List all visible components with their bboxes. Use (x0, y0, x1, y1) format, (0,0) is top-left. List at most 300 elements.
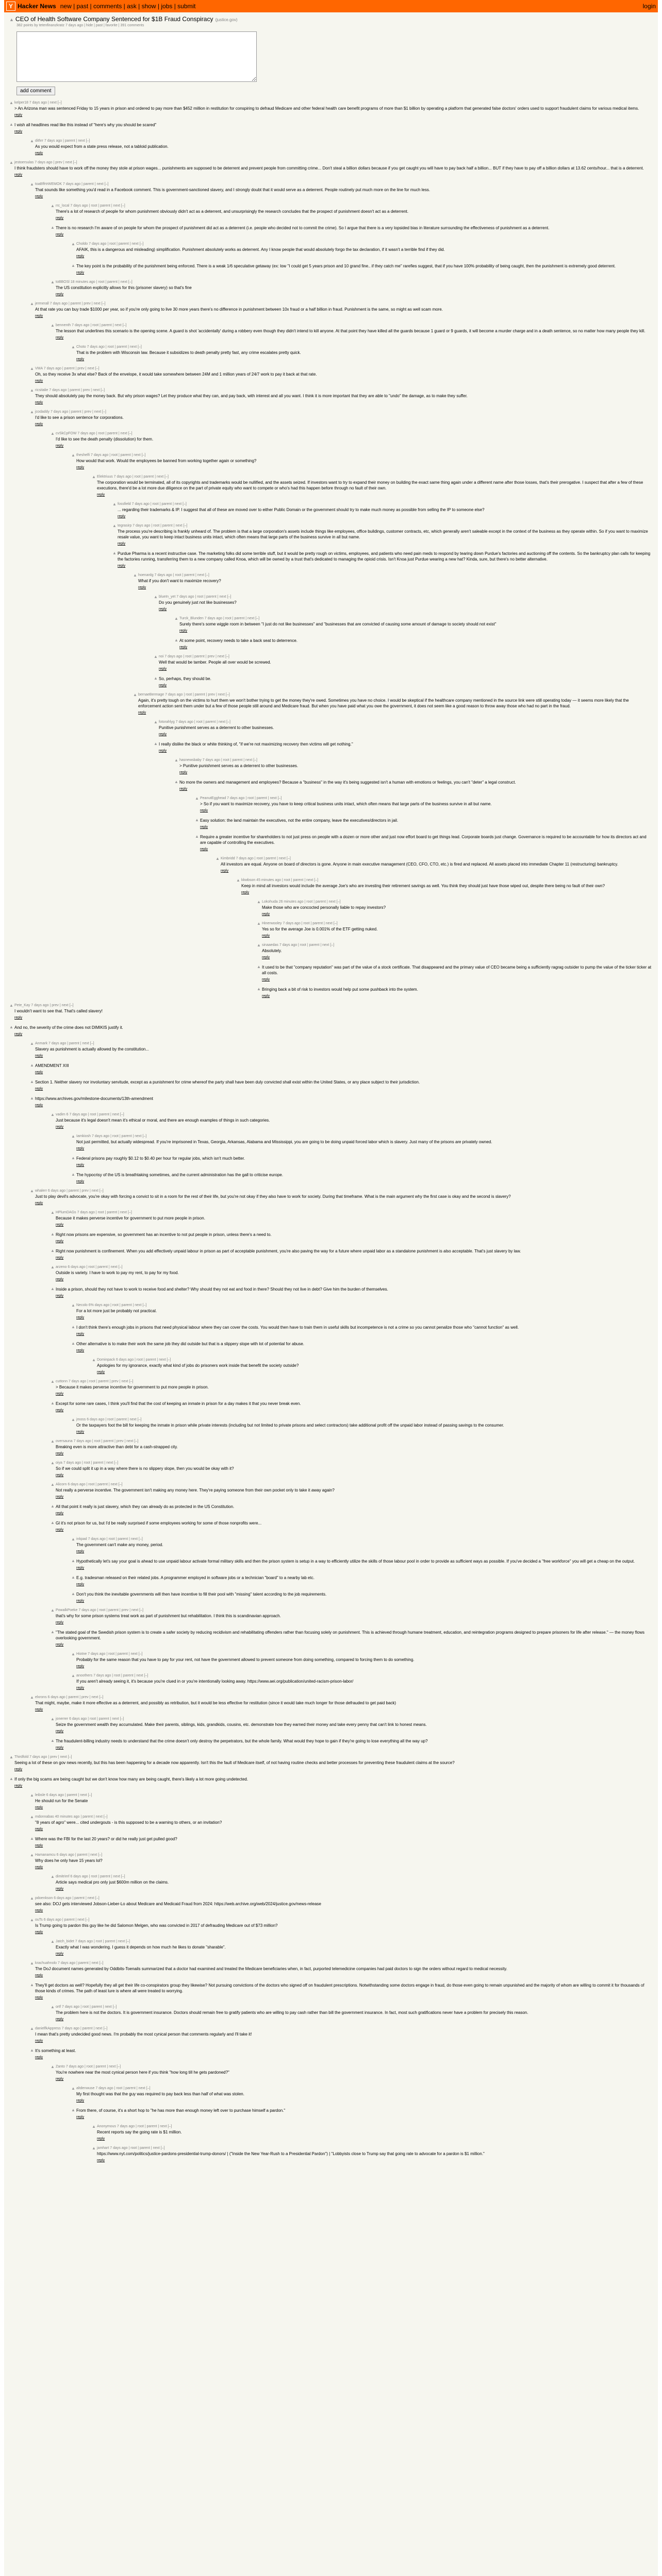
reply-link[interactable]: reply (56, 1528, 64, 1532)
reply-link[interactable]: reply (56, 444, 64, 448)
comment-upvote-icon[interactable]: ▲ (71, 1558, 75, 1563)
reply-link[interactable]: reply (76, 1566, 85, 1570)
comment-meta[interactable]: Alicorn 6 days ago | root | parent | next [–] (56, 1483, 123, 1486)
comment-upvote-icon[interactable]: ▲ (154, 595, 158, 599)
reply-link[interactable]: reply (76, 1180, 85, 1183)
comment-meta[interactable]: kelper18 7 days ago | next [–] (14, 101, 62, 105)
comment-upvote-icon[interactable]: ▲ (30, 366, 34, 371)
comment-meta[interactable]: dithrr 7 days ago | parent | next [–] (35, 139, 90, 143)
comment-meta[interactable]: bernaeBermage 7 days ago | root | parent | prev | next [–] (138, 693, 230, 697)
reply-link[interactable]: reply (35, 1708, 43, 1711)
reply-link[interactable]: reply (159, 749, 167, 753)
reply-link[interactable]: reply (35, 2056, 43, 2059)
comment-upvote-icon[interactable]: ▲ (51, 431, 55, 436)
comment-meta[interactable]: hasnewsbaby 7 days ago | root | parent | next [–] (179, 758, 257, 762)
comment-upvote-icon[interactable]: ▲ (51, 1248, 55, 1253)
comment-upvote-icon[interactable]: ▲ (71, 1537, 75, 1541)
comment-meta[interactable]: Turck_Blunden 7 days ago | root | parent | next [–] (179, 617, 260, 620)
comment-meta[interactable]: inkpad 7 days ago | root | parent | next [–] (76, 1537, 143, 1541)
reply-link[interactable]: reply (14, 113, 23, 117)
comment-meta[interactable]: HPlumDAGs 7 days ago | root | parent | next [–] (56, 1211, 132, 1214)
reply-link[interactable]: reply (56, 1512, 64, 1515)
comment-body (76, 1303, 653, 1320)
comment-upvote-icon[interactable]: ▲ (71, 263, 75, 268)
reply-link[interactable]: reply (76, 1550, 85, 1553)
reply-link[interactable]: reply (56, 1887, 64, 1891)
comment-upvote-icon[interactable]: ▲ (257, 943, 261, 947)
reply-link[interactable]: reply (76, 271, 85, 275)
comment-upvote-icon[interactable]: ▲ (51, 1630, 55, 1634)
comment-upvote-icon[interactable]: ▲ (71, 1575, 75, 1580)
comment-upvote-icon[interactable]: ▲ (71, 2108, 75, 2112)
comment-meta[interactable]: mdonnabas 40 minutes ago | parent | next [–] (35, 1815, 108, 1819)
comment-upvote-icon[interactable]: ▲ (133, 573, 137, 578)
comment-upvote-icon[interactable]: ▲ (51, 1286, 55, 1291)
reply-link[interactable]: reply (35, 1909, 43, 1912)
comment-upvote-icon[interactable]: ▲ (30, 1793, 34, 1798)
comment-text: Except for some rare cases, I think you'll find that the cost of keeping an inmate in prison for a day makes it that you never break even. (56, 1401, 301, 1406)
comment-meta[interactable]: noi 7 days ago | root | parent | prev | next [–] (159, 655, 229, 658)
nav-link-group[interactable]: new | past | comments | ask | show | jobs | submit (60, 3, 196, 10)
comment-upvote-icon[interactable]: ▲ (51, 2064, 55, 2069)
reply-link[interactable]: reply (76, 1686, 85, 1690)
comment-upvote-icon[interactable]: ▲ (51, 1738, 55, 1743)
comment-upvote-icon[interactable]: ▲ (51, 1379, 55, 1384)
comment-upvote-icon[interactable]: ▲ (71, 1341, 75, 1346)
comment-meta[interactable]: jonerrer 6 days ago | root | parent | next [–] (56, 1717, 124, 1721)
comment-upvote-icon[interactable]: ▲ (9, 1776, 13, 1781)
comment-upvote-icon[interactable]: ▲ (51, 1439, 55, 1444)
comment-meta[interactable]: Hamanamcu 6 days ago | parent | next [–] (35, 1853, 103, 1857)
comment-upvote-icon[interactable]: ▲ (71, 1673, 75, 1678)
comment-upvote-icon[interactable]: ▲ (30, 139, 34, 143)
comment-meta[interactable]: cvSkCpFOW 7 days ago | root | parent | next [–] (56, 432, 133, 435)
comment-upvote-icon[interactable]: ▲ (9, 160, 13, 165)
comment-item (71, 242, 653, 259)
reply-link[interactable]: reply (138, 586, 146, 589)
comment-body (14, 1755, 653, 1772)
reply-link[interactable]: reply (76, 1332, 85, 1336)
reply-link[interactable]: reply (138, 711, 146, 715)
comment-upvote-icon[interactable]: ▲ (174, 758, 178, 762)
comment-upvote-icon[interactable]: ▲ (51, 1482, 55, 1487)
comment-upvote-icon[interactable]: ▲ (71, 1303, 75, 1308)
comment-meta[interactable]: bennenth 7 days ago | root | parent | next [–] (56, 324, 127, 327)
comment-meta[interactable]: kkwbson 45 minutes ago | root | parent | next [–] (241, 878, 319, 882)
comment-meta[interactable]: whalerr 6 days ago | parent | prev | next [–] (35, 1189, 104, 1193)
comment-meta[interactable]: leibsle 6 days ago | parent | next [–] (35, 1793, 92, 1797)
comment-body (97, 2146, 653, 2163)
reply-link[interactable]: reply (56, 2077, 64, 2081)
comment-upvote-icon[interactable]: ▲ (154, 654, 158, 659)
comment-meta[interactable]: Choto 7 days ago | root | parent | next [–] (76, 345, 142, 349)
comment-item (195, 834, 653, 852)
comment-meta[interactable]: danielfkAppress 7 days ago | parent | next [–] (35, 2027, 108, 2030)
reply-link[interactable]: reply (76, 1583, 85, 1586)
reply-link[interactable]: reply (35, 1866, 43, 1869)
comment-upvote-icon[interactable]: ▲ (30, 1982, 34, 1987)
comment-upvote-icon[interactable]: ▲ (51, 1717, 55, 1721)
story-title[interactable]: CEO of Health Software Company Sentenced for $1B Fraud Conspiracy (15, 15, 213, 23)
comment-meta[interactable]: altdenwuse 7 days ago | root | parent | next [–] (76, 2087, 151, 2090)
comment-meta[interactable]: Iamkiosh 7 days ago | root | parent | next [–] (76, 1134, 147, 1138)
story-domain[interactable]: (justice.gov) (215, 18, 238, 22)
reply-link[interactable]: reply (35, 1071, 43, 1074)
comment-upvote-icon[interactable]: ▲ (30, 301, 34, 306)
comment-upvote-icon[interactable]: ▲ (51, 323, 55, 328)
comment-upvote-icon[interactable]: ▲ (51, 1520, 55, 1525)
comment-meta[interactable]: ricsitalie 7 days ago | parent | prev | next [–] (35, 388, 105, 392)
comment-meta[interactable]: krachuahnolo 7 days ago | parent | next [–] (35, 1961, 104, 1965)
reply-link[interactable]: reply (97, 2159, 105, 2162)
comment-upvote-icon[interactable]: ▲ (51, 1608, 55, 1613)
comment-upvote-icon[interactable]: ▲ (154, 720, 158, 724)
reply-link[interactable]: reply (56, 1125, 64, 1129)
reply-link[interactable]: reply (76, 255, 85, 258)
reply-link[interactable]: reply (262, 934, 270, 938)
comment-upvote-icon[interactable]: ▲ (51, 204, 55, 208)
reply-link[interactable]: reply (97, 1370, 105, 1374)
comment-meta[interactable]: Kimbridd 7 days ago | root | parent | next [–] (221, 857, 291, 860)
reply-link[interactable]: reply (35, 1844, 43, 1848)
reply-link[interactable]: reply (56, 233, 64, 236)
comment-meta[interactable]: jermerall 7 days ago | parent | prev | next [–] (35, 302, 106, 306)
comment-upvote-icon[interactable]: ▲ (30, 2026, 34, 2031)
reply-link[interactable]: reply (179, 771, 188, 774)
comment-upvote-icon[interactable]: ▲ (195, 796, 199, 801)
reply-link[interactable]: reply (35, 1827, 43, 1831)
comment-upvote-icon[interactable]: ▲ (51, 280, 55, 284)
reply-link[interactable]: reply (179, 629, 188, 633)
reply-link[interactable]: reply (56, 1643, 64, 1647)
comment-upvote-icon[interactable]: ▲ (71, 242, 75, 246)
comment-meta[interactable]: Jatch_bidet 7 days ago | root | parent | next [–] (56, 1940, 130, 1943)
comment-upvote-icon[interactable]: ▲ (71, 2086, 75, 2091)
comment-upvote-icon[interactable]: ▲ (71, 453, 75, 457)
comment-meta[interactable]: anoothers 7 days ago | root | parent | next [–] (76, 1674, 148, 1677)
comment-meta[interactable]: ortf 7 days ago | root | parent | next [–] (56, 2005, 117, 2009)
comment-upvote-icon[interactable]: ▲ (92, 474, 96, 479)
comment-upvote-icon[interactable]: ▲ (51, 1401, 55, 1405)
reply-link[interactable]: reply (35, 1087, 43, 1091)
comment-upvote-icon[interactable]: ▲ (51, 1504, 55, 1509)
comment-meta[interactable]: Zanto 7 days ago | root | parent | next [–] (56, 2065, 121, 2069)
comment-upvote-icon[interactable]: ▲ (9, 1025, 13, 1029)
reply-link[interactable]: reply (76, 1163, 85, 1167)
comment-upvote-icon[interactable]: ▲ (51, 1939, 55, 1944)
comment-meta[interactable]: Necolo 6% days ago | root | parent | next [–] (76, 1303, 147, 1307)
comment-upvote-icon[interactable]: ▲ (174, 638, 178, 642)
reply-link[interactable]: reply (56, 1452, 64, 1455)
comment-upvote-icon[interactable]: ▲ (174, 779, 178, 784)
reply-link[interactable]: reply (35, 1806, 43, 1809)
comment-meta[interactable]: dimitrimf 6 days ago | root | parent | next [–] (56, 1875, 125, 1878)
comment-upvote-icon[interactable]: ▲ (30, 1918, 34, 1922)
reply-link[interactable]: reply (159, 667, 167, 671)
comment-item (195, 796, 653, 813)
comment-upvote-icon[interactable]: ▲ (30, 1695, 34, 1700)
comment-meta[interactable]: Anmark 7 days ago | parent | next [–] (35, 1042, 94, 1045)
comment-meta[interactable]: jamhart 7 days ago | root | parent | next [–] (97, 2146, 165, 2150)
comment-upvote-icon[interactable]: ▲ (51, 1232, 55, 1236)
comment-meta[interactable]: jmoss 6 days ago | root | parent | next [–] (76, 1418, 142, 1421)
reply-link[interactable]: reply (241, 891, 250, 894)
reply-link[interactable]: reply (56, 1278, 64, 1281)
reply-link[interactable]: reply (56, 336, 64, 340)
reply-link[interactable]: reply (97, 2137, 105, 2141)
comment-upvote-icon[interactable]: ▲ (71, 1652, 75, 1656)
comment-upvote-icon[interactable]: ▲ (154, 676, 158, 681)
reply-link[interactable]: reply (56, 1240, 64, 1243)
comment-upvote-icon[interactable]: ▲ (51, 225, 55, 230)
reply-link[interactable]: reply (56, 1746, 64, 1750)
comment-upvote-icon[interactable]: ▲ (195, 834, 199, 839)
comment-text: So if we could split it up in a way where there is no slippery slope, then you would be okay with it? (56, 1466, 234, 1471)
reply-link[interactable]: reply (56, 216, 64, 220)
comment-meta[interactable]: PeanutEgghead 7 days ago | root | parent | next [–] (200, 796, 282, 800)
reply-link[interactable]: reply (221, 869, 229, 873)
comment-upvote-icon[interactable]: ▲ (30, 1853, 34, 1857)
comment-upvote-icon[interactable]: ▲ (112, 551, 117, 555)
comment-upvote-icon[interactable]: ▲ (92, 2124, 96, 2129)
comment-textarea[interactable] (16, 31, 257, 82)
reply-link[interactable]: reply (200, 809, 208, 812)
comment-meta[interactable]: arzeno 6 days ago | root | parent | next [–] (56, 1265, 123, 1269)
reply-link[interactable]: reply (179, 787, 188, 791)
comment-upvote-icon[interactable]: ▲ (257, 900, 261, 904)
comment-meta[interactable]: fotorahlyg 7 days ago | root | parent | next [–] (159, 720, 230, 724)
comment-meta[interactable]: Elektriuus 7 days ago | root | parent | next [–] (97, 475, 169, 479)
reply-link[interactable]: reply (159, 607, 167, 611)
comment-meta[interactable]: elxrons 6 days ago | parent | prev | next [–] (35, 1696, 104, 1699)
comment-meta[interactable]: PowalkPoeke 7 days ago | root | parent | prev | next [–] (56, 1608, 143, 1612)
reply-link[interactable]: reply (35, 401, 43, 404)
reply-link[interactable]: reply (56, 1294, 64, 1298)
comment-meta[interactable]: cuttonn 7 days ago | root | parent | prev | next [–] (56, 1380, 134, 1383)
reply-link[interactable]: reply (76, 1430, 85, 1434)
reply-link[interactable]: reply (159, 733, 167, 736)
reply-link[interactable]: reply (56, 1409, 64, 1412)
comment-upvote-icon[interactable]: ▲ (92, 1358, 96, 1362)
reply-link[interactable]: reply (56, 1256, 64, 1260)
comment-upvote-icon[interactable]: ▲ (30, 1961, 34, 1965)
comment-upvote-icon[interactable]: ▲ (112, 502, 117, 506)
reply-link[interactable]: reply (56, 1952, 64, 1956)
comment-meta[interactable]: toaBffrtrWEMOK 7 days ago | parent | next [–] (35, 182, 109, 186)
comment-text: I wish all headlines read like this instead of "here's why you should be scared" (14, 123, 157, 127)
comment-text: > So if you want to maximize recovery, you have to keep critical business units intact, which often means that large parts of the business survive in all but name. (200, 802, 492, 806)
reply-link[interactable]: reply (56, 1473, 64, 1477)
comment-meta[interactable]: Choldo 7 days ago | root | parent | next [–] (76, 242, 144, 246)
comment-meta[interactable]: Anonymous 7 days ago | root | parent | next [–] (97, 2125, 172, 2128)
comment-text: That sounds like something you'd read in a Facebook comment. This is government-sanctioned slavery, and I strongly doubt that it would serve as a deterrent. People routinely put much more on the line for much less. (35, 188, 431, 192)
comment-upvote-icon[interactable]: ▲ (71, 1591, 75, 1596)
reply-link[interactable]: reply (35, 151, 43, 155)
comment-upvote-icon[interactable]: ▲ (9, 1755, 13, 1759)
comment-meta[interactable]: jcodaddy 7 days ago | parent | prev | next [–] (35, 410, 106, 414)
comment-upvote-icon[interactable]: ▲ (133, 692, 137, 697)
comment-upvote-icon[interactable]: ▲ (257, 921, 261, 926)
reply-link[interactable]: reply (262, 956, 270, 959)
reply-link[interactable]: reply (118, 564, 126, 568)
reply-link[interactable]: reply (262, 978, 270, 981)
comment-upvote-icon[interactable]: ▲ (71, 1325, 75, 1329)
comment-text: Do you genuinely just not like businesses? (159, 600, 237, 605)
comment-meta[interactable]: VMA 7 days ago | parent | prev | next [–] (35, 367, 100, 370)
comment-upvote-icon[interactable]: ▲ (51, 1874, 55, 1879)
comment-meta[interactable]: vadim 6 7 days ago | root | parent | next [–] (56, 1113, 124, 1116)
reply-link[interactable]: reply (35, 1930, 43, 1934)
comment-upvote-icon[interactable]: ▲ (51, 2005, 55, 2009)
comment-meta[interactable]: oiya 7 days ago | root | parent | next [–] (56, 1461, 119, 1465)
comment-meta[interactable]: sinaaedas 7 days ago | root | parent | next [–] (262, 943, 335, 947)
reply-link[interactable]: reply (76, 466, 85, 469)
comment-item (51, 1286, 653, 1298)
reply-link[interactable]: reply (76, 1316, 85, 1319)
reply-link[interactable]: reply (35, 1974, 43, 1977)
comment-meta[interactable]: blueIn_yet 7 days ago | root | parent | next [–] (159, 595, 231, 599)
reply-link[interactable]: reply (14, 130, 23, 133)
comment-meta[interactable]: theshelfi 7 days ago | root | parent | next [–] (76, 453, 146, 457)
login-link[interactable]: login (642, 3, 656, 10)
comment-text: Is Trump going to pardon this guy like he did Salomon Melgen, who was convicted in 2017 of defrauding Medicare out of $73 million? (35, 1923, 278, 1928)
reply-link[interactable]: reply (56, 1621, 64, 1624)
comment-upvote-icon[interactable]: ▲ (236, 878, 240, 883)
comment-upvote-icon[interactable]: ▲ (71, 1156, 75, 1160)
site-name[interactable]: Hacker News (18, 3, 56, 10)
reply-link[interactable]: reply (14, 1784, 23, 1788)
reply-link[interactable]: reply (76, 2099, 85, 2103)
reply-link[interactable]: reply (56, 1730, 64, 1733)
comment-upvote-icon[interactable]: ▲ (71, 1172, 75, 1177)
comment-upvote-icon[interactable]: ▲ (174, 616, 178, 621)
comment-upvote-icon[interactable]: ▲ (51, 1112, 55, 1117)
comment-upvote-icon[interactable]: ▲ (71, 1417, 75, 1422)
reply-link[interactable]: reply (35, 1054, 43, 1058)
comment-upvote-icon[interactable]: ▲ (257, 964, 261, 969)
reply-link[interactable]: reply (14, 1768, 23, 1771)
comment-meta[interactable]: hoenardg 7 days ago | root | parent | next [–] (138, 573, 209, 577)
comment-item (92, 2124, 653, 2141)
reply-link[interactable]: reply (35, 1104, 43, 1107)
reply-link[interactable]: reply (76, 1147, 85, 1150)
comment-text: So, perhaps, they should be. (159, 676, 211, 681)
comment-meta[interactable]: toBBOSl 18 minutes ago | root | parent | next [–] (56, 280, 133, 284)
reply-link[interactable]: reply (56, 1495, 64, 1499)
add-comment-button[interactable]: add comment (16, 87, 55, 95)
comment-upvote-icon[interactable]: ▲ (30, 1041, 34, 1046)
reply-link[interactable]: reply (97, 493, 105, 497)
comment-upvote-icon[interactable]: ▲ (30, 388, 34, 393)
comment-meta[interactable]: oversauna 7 days ago | root | parent | prev | next [–] (56, 1439, 139, 1443)
comment-upvote-icon[interactable]: ▲ (216, 856, 220, 861)
reply-link[interactable]: reply (76, 2115, 85, 2119)
comment-meta[interactable]: Dominpack 6 days ago | root | parent | next [–] (97, 1358, 171, 1362)
comment-upvote-icon[interactable]: ▲ (92, 2146, 96, 2150)
comment-upvote-icon[interactable]: ▲ (30, 1063, 34, 1067)
comment-upvote-icon[interactable]: ▲ (9, 100, 13, 105)
reply-link[interactable]: reply (262, 994, 270, 998)
reply-link[interactable]: reply (35, 2039, 43, 2043)
reply-link[interactable]: reply (35, 379, 43, 383)
comment-meta[interactable]: ouTs 6 days ago | parent | next [–] (35, 1918, 90, 1922)
reply-link[interactable]: reply (56, 1392, 64, 1396)
comment-upvote-icon[interactable]: ▲ (154, 741, 158, 746)
comment-upvote-icon[interactable]: ▲ (9, 122, 13, 127)
comment-body (35, 2026, 653, 2043)
comment-upvote-icon[interactable]: ▲ (30, 1896, 34, 1901)
reply-link[interactable]: reply (14, 173, 23, 177)
reply-link[interactable]: reply (200, 825, 208, 829)
reply-link[interactable]: reply (35, 1201, 43, 1205)
comment-upvote-icon[interactable]: ▲ (257, 987, 261, 991)
comment-meta[interactable]: jestoersulas 7 days ago | prev | next [–] (14, 161, 77, 164)
comment-text: Slavery as punishment is actually allowed by the constitution... (35, 1047, 150, 1052)
reply-link[interactable]: reply (35, 1996, 43, 1999)
comment-upvote-icon[interactable]: ▲ (51, 1265, 55, 1269)
comment-meta[interactable]: Hiotne 7 days ago | root | parent | next [–] (76, 1652, 143, 1656)
reply-link[interactable]: reply (159, 684, 167, 687)
comment-meta[interactable]: Pete_Kay 7 days ago | prev | next [–] (14, 1004, 74, 1007)
reply-link[interactable]: reply (76, 1665, 85, 1668)
reply-link[interactable]: reply (35, 314, 43, 318)
reply-link[interactable]: reply (35, 195, 43, 198)
comment-upvote-icon[interactable]: ▲ (30, 182, 34, 187)
hn-logo[interactable]: Y (6, 2, 15, 11)
comment-upvote-icon[interactable]: ▲ (9, 1003, 13, 1008)
comment-upvote-icon[interactable]: ▲ (30, 1815, 34, 1819)
comment-upvote-icon[interactable]: ▲ (30, 2048, 34, 2053)
reply-link[interactable]: reply (56, 1223, 64, 1227)
comment-upvote-icon[interactable]: ▲ (51, 1461, 55, 1465)
comment-upvote-icon[interactable]: ▲ (30, 1189, 34, 1193)
comment-meta[interactable]: tegrasirp 7 days ago | root | parent | next [–] (118, 524, 188, 528)
comment-upvote-icon[interactable]: ▲ (30, 410, 34, 414)
reply-link[interactable]: reply (179, 646, 188, 649)
reply-link[interactable]: reply (14, 1032, 23, 1036)
comment-meta[interactable]: Lokohuda 26 minutes ago | root | parent | next [–] (262, 900, 341, 904)
comment-upvote-icon[interactable]: ▲ (30, 1836, 34, 1841)
reply-link[interactable]: reply (200, 848, 208, 851)
reply-link[interactable]: reply (76, 358, 85, 361)
reply-link[interactable]: reply (76, 1599, 85, 1603)
comment-upvote-icon[interactable]: ▲ (30, 1079, 34, 1084)
reply-link[interactable]: reply (76, 1349, 85, 1352)
reply-link[interactable]: reply (35, 422, 43, 426)
comment-body (118, 502, 653, 519)
reply-link[interactable]: reply (56, 2018, 64, 2021)
comment-upvote-icon[interactable]: ▲ (30, 1096, 34, 1100)
reply-link[interactable]: reply (118, 542, 126, 546)
reply-link[interactable]: reply (262, 912, 270, 916)
comment-upvote-icon[interactable]: ▲ (71, 1134, 75, 1139)
comment-meta[interactable]: fossfield 7 days ago | root | parent | next [–] (118, 502, 187, 506)
upvote-icon[interactable]: ▲ (9, 17, 14, 22)
comment-upvote-icon[interactable]: ▲ (71, 345, 75, 349)
comment-upvote-icon[interactable]: ▲ (112, 523, 117, 528)
comment-text: I'd like to see the death penalty (dissolution) for them. (56, 437, 154, 442)
comment-item (51, 1874, 653, 1891)
comment-upvote-icon[interactable]: ▲ (51, 1210, 55, 1215)
comment-upvote-icon[interactable]: ▲ (195, 818, 199, 822)
comment-meta[interactable]: rrc_local 7 days ago | root | parent | next [–] (56, 204, 125, 208)
comment-meta[interactable]: Thirdfold 7 days ago | prev | next [–] (14, 1755, 72, 1759)
comment-meta[interactable]: pdoenkson 6 days ago | parent | next [–] (35, 1896, 100, 1900)
comment-meta[interactable]: Hinerwooley 7 days ago | root | parent | next [–] (262, 922, 338, 925)
reply-link[interactable]: reply (118, 515, 126, 518)
reply-link[interactable]: reply (56, 293, 64, 296)
reply-link[interactable]: reply (14, 1016, 23, 1020)
